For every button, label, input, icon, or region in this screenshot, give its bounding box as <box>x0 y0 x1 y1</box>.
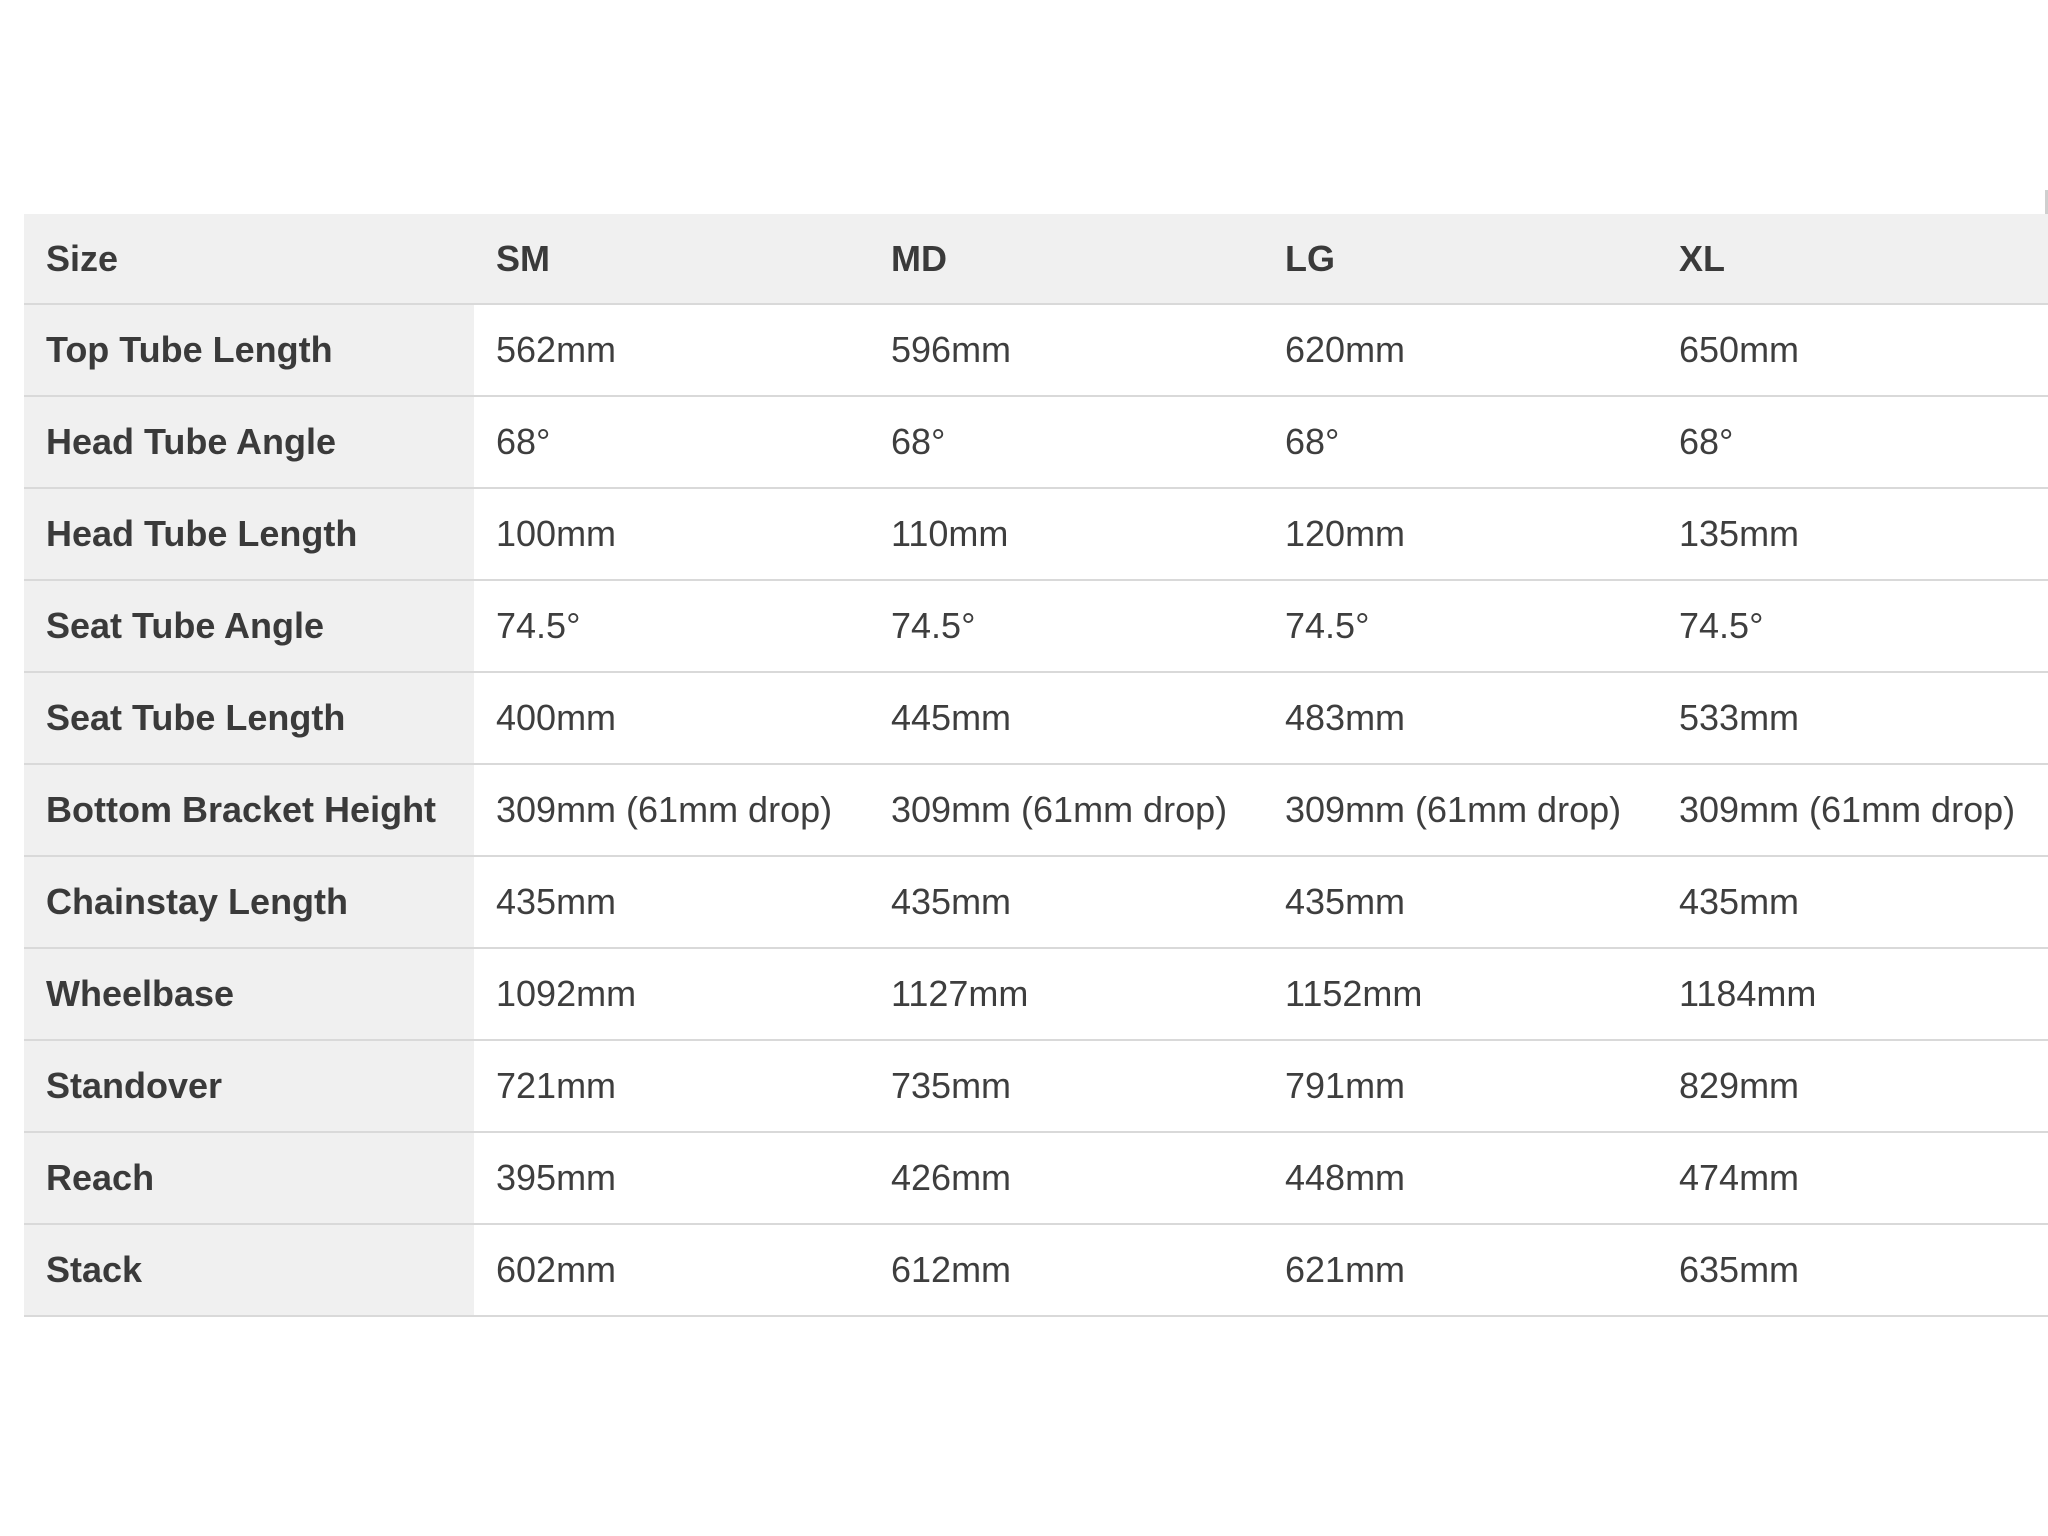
header-size-sm: SM <box>474 214 869 304</box>
row-label: Head Tube Angle <box>24 396 474 488</box>
cell-value: 829mm <box>1657 1040 2048 1132</box>
cell-value: 74.5° <box>474 580 869 672</box>
cell-value: 1127mm <box>869 948 1263 1040</box>
header-size-md: MD <box>869 214 1263 304</box>
table-row <box>24 1040 2048 1132</box>
cell-value: 721mm <box>474 1040 869 1132</box>
cell-value: 596mm <box>869 304 1263 396</box>
cell-value: 74.5° <box>1657 580 2048 672</box>
cell-value: 110mm <box>869 488 1263 580</box>
cell-value: 435mm <box>1263 856 1657 948</box>
table-row <box>24 488 2048 580</box>
header-size-xl: XL <box>1657 214 2048 304</box>
cell-value: 483mm <box>1263 672 1657 764</box>
cell-value: 612mm <box>869 1224 1263 1316</box>
table-row <box>24 396 2048 488</box>
row-label: Head Tube Length <box>24 488 474 580</box>
cell-value: 735mm <box>869 1040 1263 1132</box>
header-size-label: Size <box>24 214 474 304</box>
table-row <box>24 948 2048 1040</box>
cell-value: 74.5° <box>869 580 1263 672</box>
cell-value: 1184mm <box>1657 948 2048 1040</box>
cell-value: 309mm (61mm drop) <box>1657 764 2048 856</box>
row-label: Bottom Bracket Height <box>24 764 474 856</box>
cell-value: 395mm <box>474 1132 869 1224</box>
cell-value: 68° <box>1263 396 1657 488</box>
cell-value: 68° <box>1657 396 2048 488</box>
cell-value: 135mm <box>1657 488 2048 580</box>
cell-value: 68° <box>869 396 1263 488</box>
cell-value: 562mm <box>474 304 869 396</box>
cell-value: 68° <box>474 396 869 488</box>
table-row <box>24 1132 2048 1224</box>
cell-value: 650mm <box>1657 304 2048 396</box>
cell-value: 1092mm <box>474 948 869 1040</box>
cell-value: 533mm <box>1657 672 2048 764</box>
cell-value: 635mm <box>1657 1224 2048 1316</box>
table-row <box>24 580 2048 672</box>
cell-value: 309mm (61mm drop) <box>1263 764 1657 856</box>
cell-value: 791mm <box>1263 1040 1657 1132</box>
cell-value: 435mm <box>474 856 869 948</box>
cell-value: 620mm <box>1263 304 1657 396</box>
table-row <box>24 1224 2048 1316</box>
cell-value: 435mm <box>1657 856 2048 948</box>
geometry-table <box>24 214 2048 1317</box>
table-row <box>24 856 2048 948</box>
cell-value: 445mm <box>869 672 1263 764</box>
row-label: Seat Tube Angle <box>24 580 474 672</box>
header-size-lg: LG <box>1263 214 1657 304</box>
cell-value: 426mm <box>869 1132 1263 1224</box>
table-row <box>24 764 2048 856</box>
cell-value: 309mm (61mm drop) <box>474 764 869 856</box>
cell-value: 1152mm <box>1263 948 1657 1040</box>
table-row <box>24 672 2048 764</box>
row-label: Top Tube Length <box>24 304 474 396</box>
row-label: Wheelbase <box>24 948 474 1040</box>
cell-value: 74.5° <box>1263 580 1657 672</box>
cell-value: 120mm <box>1263 488 1657 580</box>
cell-value: 448mm <box>1263 1132 1657 1224</box>
cell-value: 309mm (61mm drop) <box>869 764 1263 856</box>
row-label: Seat Tube Length <box>24 672 474 764</box>
cell-value: 435mm <box>869 856 1263 948</box>
row-label: Chainstay Length <box>24 856 474 948</box>
cell-value: 474mm <box>1657 1132 2048 1224</box>
row-label: Standover <box>24 1040 474 1132</box>
cell-value: 100mm <box>474 488 869 580</box>
cell-value: 400mm <box>474 672 869 764</box>
row-label: Reach <box>24 1132 474 1224</box>
header-row <box>24 214 2048 304</box>
table-row <box>24 304 2048 396</box>
cell-value: 602mm <box>474 1224 869 1316</box>
row-label: Stack <box>24 1224 474 1316</box>
cell-value: 621mm <box>1263 1224 1657 1316</box>
